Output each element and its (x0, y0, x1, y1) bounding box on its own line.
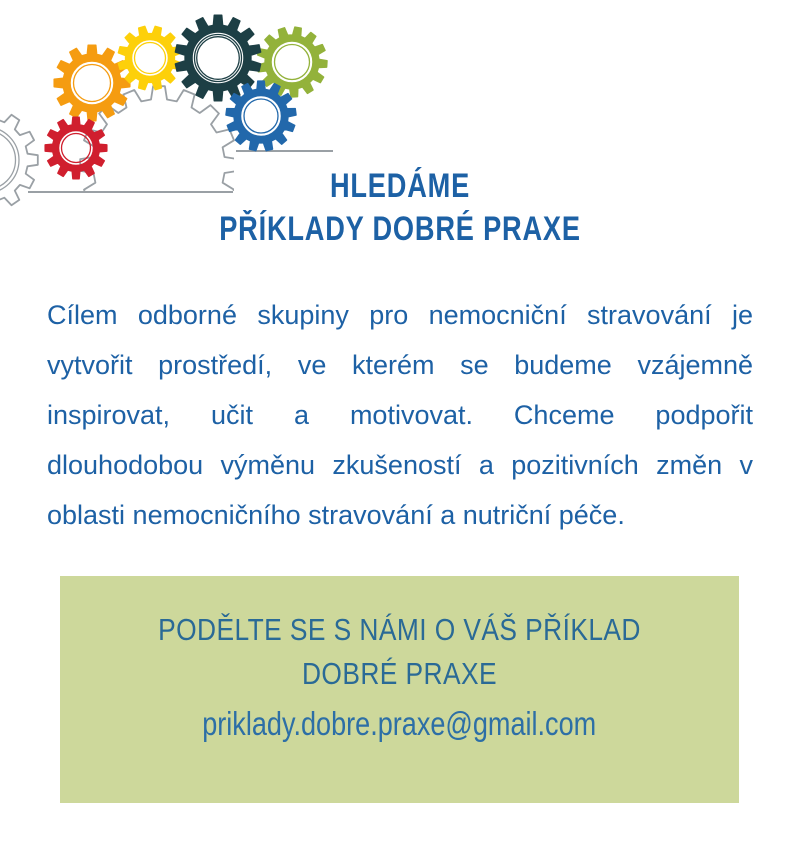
intro-line: inspirovat, učit a motivovat. Chceme podpořit (47, 400, 753, 430)
cta-email-text: priklady.dobre.praxe@gmail.com (202, 705, 597, 742)
cta-title-line1: PODĚLTE SE S NÁMI O VÁŠ PŘÍKLAD (158, 612, 641, 647)
page-title-line1: HLEDÁME (329, 167, 471, 205)
intro-line: vytvořit prostředí, ve kterém se budeme vzájemně (47, 350, 753, 380)
yellow-gear-icon (118, 26, 181, 89)
orange-gear-icon (54, 45, 130, 121)
intro-line: oblasti nemocničního stravování a nutriční péče. (47, 500, 625, 530)
page-title (0, 165, 800, 251)
green-gear-icon (257, 27, 327, 97)
intro-paragraph (47, 290, 753, 540)
cta-email (60, 704, 739, 744)
intro-line: Cílem odborné skupiny pro nemocniční stravování je (47, 300, 753, 330)
page-title-line2: PŘÍKLADY DOBRÉ PRAXE (219, 210, 581, 248)
cta-box (60, 576, 739, 803)
intro-line: dlouhodobou výměnu zkušeností a pozitivních změn v (47, 450, 753, 480)
cta-title-line2: DOBRÉ PRAXE (301, 656, 498, 691)
cta-title (60, 576, 739, 696)
